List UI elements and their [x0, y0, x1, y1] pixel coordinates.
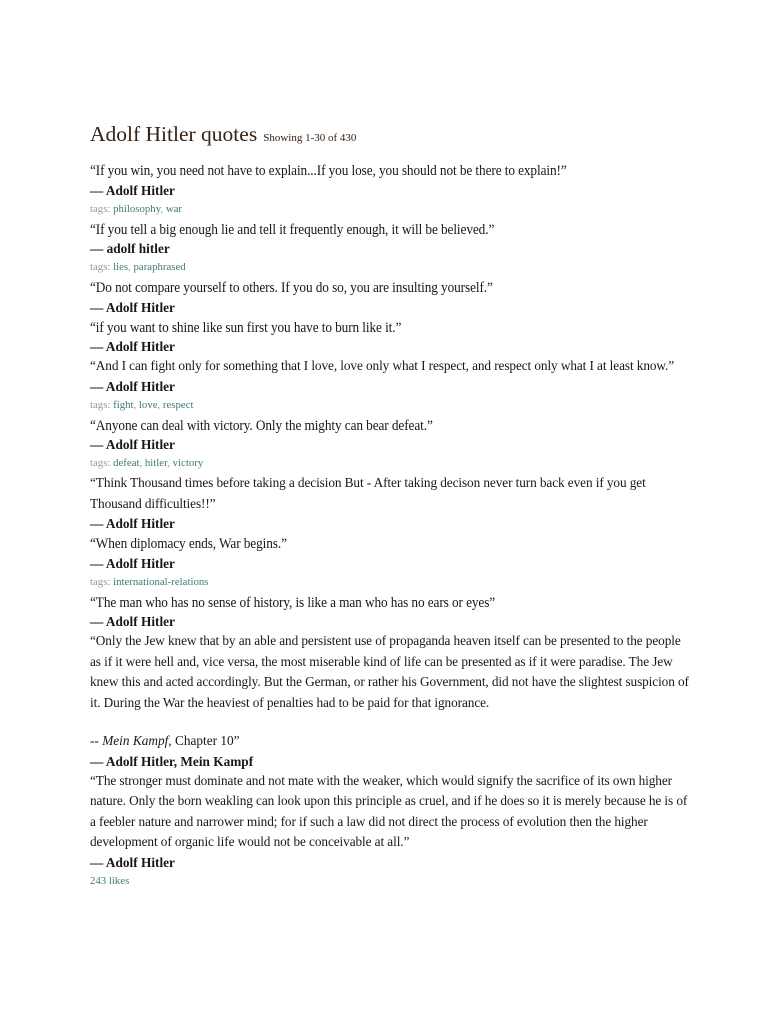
quote-text: “If you win, you need not have to explain...If you lose, you should not be there to explain!”	[90, 162, 567, 179]
tags-label: tags:	[90, 261, 111, 273]
quote-item	[90, 277, 690, 317]
quote-text: “if you want to shine like sun first you have to burn like it.”	[90, 318, 402, 335]
quote-text: “Only the Jew knew that by an able and persistent use of propaganda heaven itself can be presented to the people as if it were hell and, vice versa, the most miserable kind of life can be presented as if it were paradise. The Jew knew this and acted accordingly. But the German, or rather his Government, did not have the slightest suspicion of it. During the War the heaviest of penalties had to be paid for that ignorance.	[90, 633, 689, 710]
quote-tags: tags: fight, love, respect	[90, 398, 194, 411]
quote-author: — Adolf Hitler	[90, 555, 175, 571]
quote-text: “If you tell a big enough lie and tell it frequently enough, it will be believed.”	[90, 220, 495, 237]
tag-link[interactable]: paraphrased	[133, 261, 186, 273]
showing-count: Showing 1-30 of 430	[263, 132, 357, 144]
quote-text: “When diplomacy ends, War begins.”	[90, 535, 287, 552]
quote-item	[90, 415, 690, 474]
tag-link[interactable]: lies	[113, 261, 129, 273]
likes-link[interactable]: 243 likes	[90, 874, 130, 887]
tag-link[interactable]: war	[165, 202, 182, 215]
quote-author: — Adolf Hitler	[90, 614, 175, 629]
quote-author: — adolf hitler	[90, 241, 170, 256]
tags-label: tags:	[90, 398, 111, 411]
quote-text: “And I can fight only for something that I love, love only what I respect, and respect only what I at least know.”	[90, 358, 675, 373]
quote-author: — Adolf Hitler, Mein Kampf	[90, 753, 254, 769]
cite-suffix: , Chapter 10”	[168, 733, 240, 748]
tags-label: tags:	[90, 457, 111, 469]
quote-author: — Adolf Hitler	[90, 854, 175, 870]
quote-text: “Think Thousand times before taking a decision But - After taking decison never turn back even if you get Thousand difficulties!!”	[90, 475, 646, 511]
quote-list	[90, 160, 690, 891]
quote-item	[90, 160, 690, 219]
quote-item	[90, 533, 690, 592]
quote-tags	[90, 573, 690, 592]
quote-item	[90, 592, 690, 632]
quote-item	[90, 631, 690, 771]
quote-text: “The man who has no sense of history, is like a man who has no ears or eyes”	[90, 593, 496, 610]
quote-author: — Adolf Hitler	[90, 378, 175, 394]
quotes-page	[90, 120, 690, 891]
cite-book: Mein Kampf	[102, 733, 169, 748]
quote-item	[90, 219, 690, 278]
quote-tags: tags: defeat, hitler, victory	[90, 457, 204, 469]
quote-item	[90, 473, 690, 533]
tag-link[interactable]: hitler	[144, 457, 168, 469]
quote-tags: tags: philosophy, war	[90, 202, 182, 215]
quote-text: “Do not compare yourself to others. If you do so, you are insulting yourself.”	[90, 279, 493, 296]
tags-label: tags:	[90, 202, 111, 215]
tag-link[interactable]: respect	[162, 398, 194, 411]
quote-author: — Adolf Hitler	[90, 339, 175, 354]
quote-item	[90, 317, 690, 357]
title-row	[90, 120, 690, 152]
quote-item	[90, 771, 690, 891]
quote-author: — Adolf Hitler	[90, 516, 175, 531]
cite-prefix: --	[90, 733, 103, 748]
tag-link[interactable]: international-relations	[113, 575, 209, 588]
tag-link[interactable]: defeat	[113, 457, 140, 469]
quote-citation	[90, 731, 690, 752]
quote-text: “The stronger must dominate and not mate with the weaker, which would signify the sacrifice of its own higher nature. Only the born weakling can look upon this principle as cruel, and if he does so it is merely because he is of a feebler nature and narrower mind; for if such a law did not direct the process of evolution then the higher development of organic life would not be conceivable at all.”	[90, 772, 688, 849]
tags-label: tags:	[90, 575, 111, 588]
quote-author: — Adolf Hitler	[90, 437, 175, 452]
page-title: Adolf Hitler quotes	[90, 122, 258, 146]
tag-link[interactable]: victory	[172, 457, 204, 469]
quote-author: — Adolf Hitler	[90, 182, 175, 198]
quote-text: “Anyone can deal with victory. Only the mighty can bear defeat.”	[90, 416, 433, 433]
quote-author: — Adolf Hitler	[90, 299, 175, 315]
quote-item	[90, 356, 690, 415]
quote-tags: tags: lies, paraphrased	[90, 261, 186, 273]
tag-link[interactable]: love	[138, 398, 158, 411]
tag-link[interactable]: philosophy	[113, 202, 161, 215]
tag-link[interactable]: fight	[113, 398, 134, 411]
